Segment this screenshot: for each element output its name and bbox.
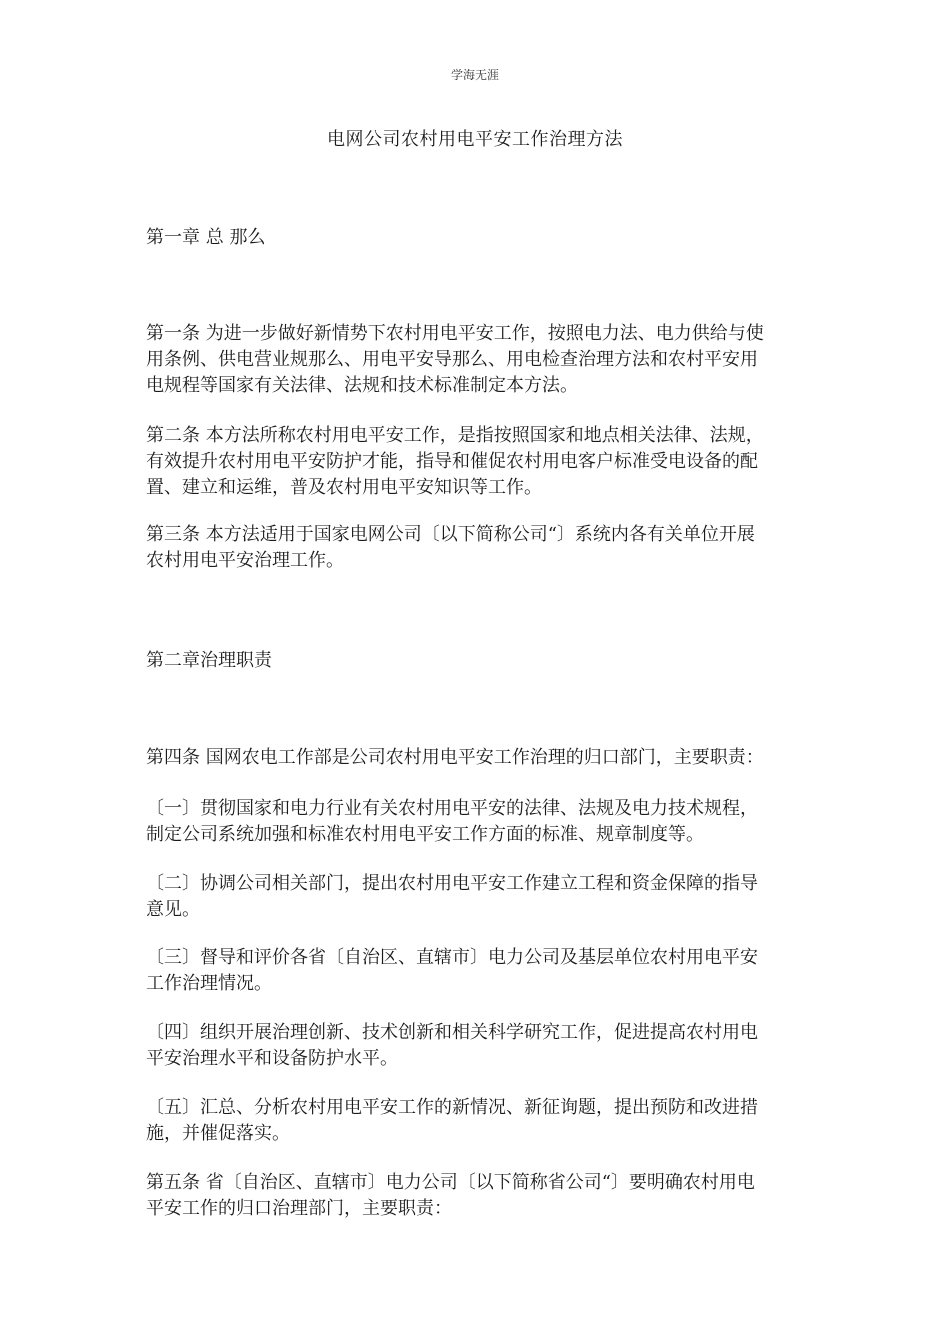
article-2: 第二条 本方法所称农村用电平安工作，是指按照国家和地点相关法律、法规， 有效提升农村用电平安防护才能，指导和催促农村用电客户标准受电设备的配 置、建立和运维，普及农村用电平安知识等工作。	[146, 425, 764, 498]
running-header: 学海无涯	[450, 68, 499, 82]
article-4-item-1: 〔一〕贯彻国家和电力行业有关农村用电平安的法律、法规及电力技术规程， 制定公司系统加强和标准农村用电平安工作方面的标准、规章制度等。	[146, 798, 758, 845]
article-4: 第四条 国网农电工作部是公司农村用电平安工作治理的归口部门，主要职责：	[146, 747, 764, 768]
chapter-1-heading: 第一章 总 那么	[146, 227, 266, 248]
document-title: 电网公司农村用电平安工作治理方法	[327, 129, 623, 150]
article-4-item-2: 〔二〕协调公司相关部门，提出农村用电平安工作建立工程和资金保障的指导 意见。	[146, 873, 758, 920]
article-4-item-5: 〔五〕汇总、分析农村用电平安工作的新情况、新征询题，提出预防和改进措 施，并催促落实。	[146, 1097, 758, 1144]
article-4-item-3: 〔三〕督导和评价各省〔自治区、直辖市〕电力公司及基层单位农村用电平安 工作治理情况。	[146, 947, 758, 994]
article-4-item-4: 〔四〕组织开展治理创新、技术创新和相关科学研究工作，促进提高农村用电 平安治理水平和设备防护水平。	[146, 1022, 758, 1069]
chapter-2-heading: 第二章治理职责	[146, 650, 272, 671]
article-1: 第一条 为进一步做好新情势下农村用电平安工作，按照电力法、电力供给与使 用条例、供电营业规那么、用电平安导那么、用电检查治理方法和农村平安用 电规程等国家有关法律、法规和技术标准制定本方法。	[146, 323, 764, 396]
article-3: 第三条 本方法适用于国家电网公司〔以下简称公司“〕系统内各有关单位开展 农村用电平安治理工作。	[146, 524, 755, 571]
article-5: 第五条 省〔自治区、直辖市〕电力公司〔以下简称省公司“〕要明确农村用电 平安工作的归口治理部门，主要职责：	[146, 1172, 755, 1219]
